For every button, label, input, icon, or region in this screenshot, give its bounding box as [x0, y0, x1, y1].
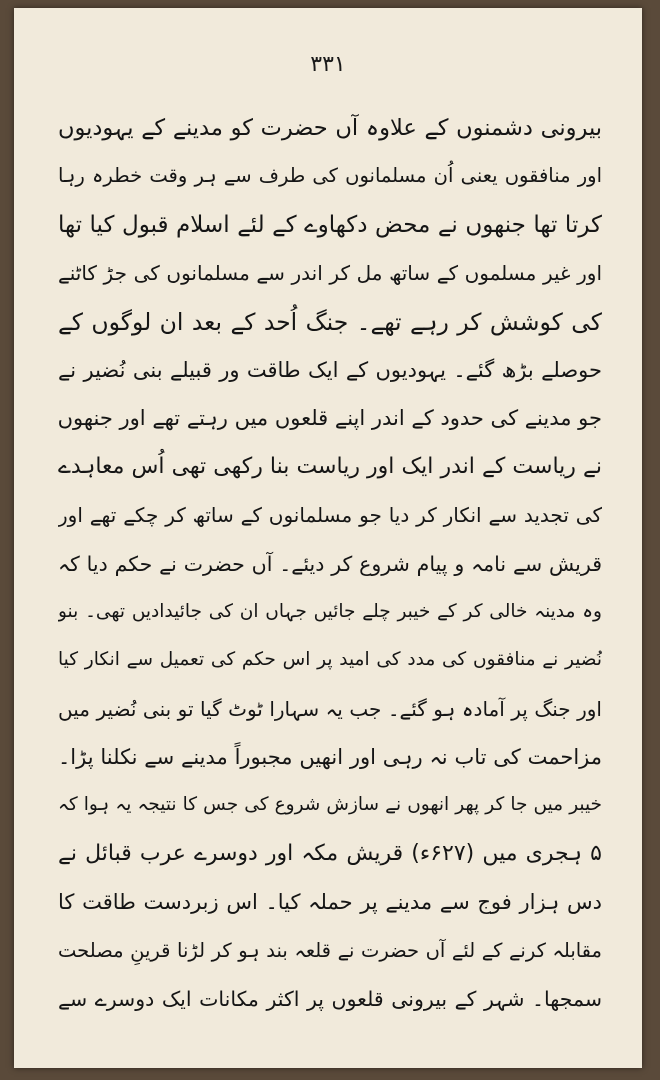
text-line: حوصلے بڑھ گئے۔ یہودیوں کے ایک طاقت ور قبیلے بنی نُضیر نے — [58, 357, 602, 382]
text-line: نے ریاست کے اندر ایک اور ریاست بنا رکھی تھی اُس معاہدے — [58, 453, 602, 479]
text-line: بیرونی دشمنوں کے علاوہ آں حضرت کو مدینے کے یہودیوں — [58, 115, 602, 141]
text-line: اور غیر مسلموں کے ساتھ مل کر اندر سے مسلمانوں کی جڑ کاٹنے — [58, 261, 602, 286]
text-line: نُضیر نے منافقوں کی مدد کی امید پر اس حکم کی تعمیل سے انکار کیا — [58, 649, 602, 671]
text-line: مزاحمت کی تاب نہ رہی اور انھیں مجبوراً مدینے سے نکلنا پڑا۔ — [58, 745, 602, 770]
text-line: وہ مدینہ خالی کر کے خیبر چلے جائیں جہاں ان کی جائیدادیں تھی۔ بنو — [58, 600, 602, 622]
text-line: جو مدینے کی حدود کے اندر اپنے قلعوں میں رہتے تھے اور جنھوں — [58, 406, 602, 431]
text-line: قریش سے نامہ و پیام شروع کر دیئے۔ آں حضرت نے حکم دیا کہ — [58, 551, 602, 576]
text-line: کرتا تھا جنھوں نے محض دکھاوے کے لئے اسلام قبول کیا تھا — [58, 211, 602, 238]
text-line: خیبر میں جا کر پھر انھوں نے سازش شروع کی جس کا نتیجہ یہ ہوا کہ — [58, 794, 602, 816]
page-number: ۳۳۱ — [310, 52, 346, 77]
body-text — [58, 104, 602, 1023]
text-line: سمجھا۔ شہر کے بیرونی قلعوں پر اکثر مکانات ایک دوسرے سے — [58, 987, 602, 1012]
text-line: کی کوشش کر رہے تھے۔ جنگ اُحد کے بعد ان لوگوں کے — [58, 307, 602, 336]
text-line: دس ہزار فوج سے مدینے پر حملہ کیا۔ اس زبردست طاقت کا — [58, 890, 602, 915]
book-page — [14, 8, 642, 1068]
text-line: اور منافقوں یعنی اُن مسلمانوں کی طرف سے ہر وقت خطرہ رہا — [58, 164, 602, 188]
text-line: ۵ ہجری میں (۶۲۷ء) قریش مکہ اور دوسرے عرب قبائل نے — [58, 840, 602, 866]
text-line: مقابلہ کرنے کے لئے آں حضرت نے قلعہ بند ہو کر لڑنا قرینِ مصلحت — [58, 938, 602, 962]
text-line: کی تجدید سے انکار کر دیا جو مسلمانوں کے ساتھ کر چکے تھے اور — [58, 503, 602, 528]
text-line: اور جنگ پر آمادہ ہو گئے۔ جب یہ سہارا ٹوٹ گیا تو بنی نُضیر میں — [58, 696, 602, 721]
